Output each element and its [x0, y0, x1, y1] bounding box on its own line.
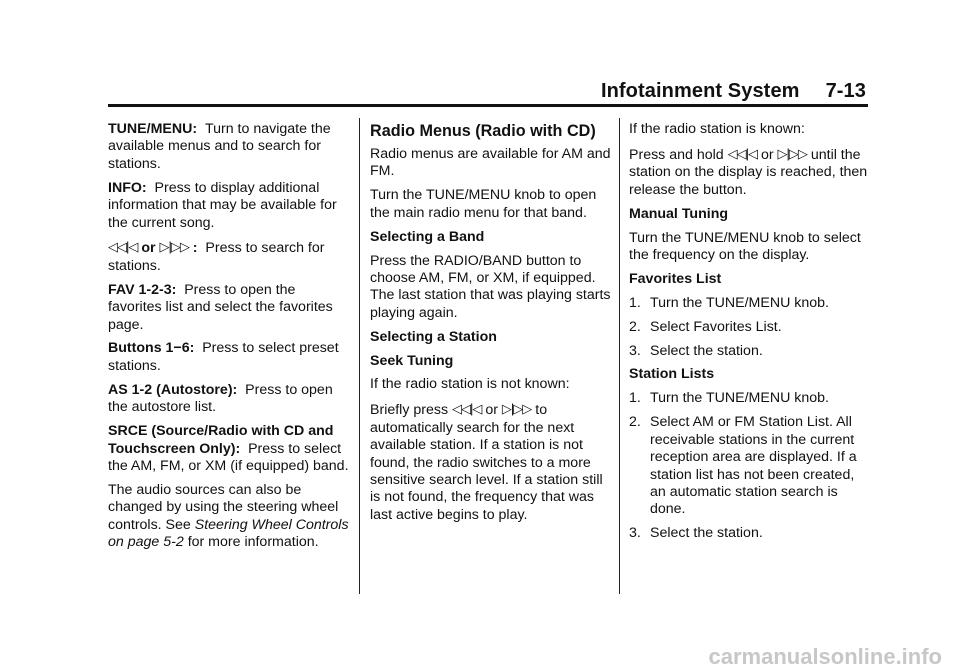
list-item: 2. Select Favorites List. [629, 318, 782, 335]
seek-back-icon: ◁◁|◁ [108, 239, 138, 255]
paragraph: Press the RADIO/BAND button to choose AM, FM, or XM, if equipped. The last station that was playing starts playing again. [370, 252, 611, 321]
term-label: Buttons 1−6: [108, 340, 195, 357]
paragraph: If the radio station is known: [629, 121, 805, 137]
seek-paragraph: ◁◁|◁ or ▷|▷▷ : Press to search for stations. [108, 239, 325, 274]
list-item: 2. Select AM or FM Station List. All receivable stations in the current reception area are displayed. If a station list has not been created, an automatic station search is done. [629, 414, 857, 518]
paragraph: Turn the TUNE/MENU knob to open the main radio menu for that band. [370, 187, 597, 221]
term-label: INFO: [108, 179, 147, 196]
watermark: carmanualsonline.info [708, 644, 942, 669]
column-2 [370, 121, 612, 531]
paragraph: Press and hold ◁◁|◁ or ▷|▷▷ until the station on the display is reached, then release the button. [629, 145, 868, 198]
term-label: AS 1-2 (Autostore): [108, 381, 238, 398]
page-number: 7-13 [825, 80, 866, 102]
section-title: Infotainment System [600, 80, 800, 102]
section-heading: Radio Menus (Radio with CD) [370, 122, 596, 140]
column-divider [359, 118, 360, 594]
paragraph: Briefly press ◁◁|◁ or ▷|▷▷ to automatically search for the next available station. If a station is not found, the radio switches to a more sensitive search level. If a station still is not found, the frequency that was last active begins to play. [370, 401, 603, 523]
term-label: FAV 1-2-3: [108, 281, 177, 298]
station-lists-steps-list [629, 390, 871, 542]
page-header [601, 80, 866, 103]
subheading: Station Lists [629, 366, 715, 383]
cross-reference-link[interactable]: Steering Wheel Controls on page 5-2 [108, 516, 349, 551]
list-item: 1. Turn the TUNE/MENU knob. [629, 294, 829, 311]
column-divider [619, 118, 620, 594]
list-item: 3. Select the station. [629, 342, 763, 359]
paragraph: Turn the TUNE/MENU knob to select the frequency on the display. [629, 229, 861, 263]
seek-back-icon: ◁◁|◁ [452, 401, 482, 417]
term-label: SRCE (Source/Radio with CD and Touchscreen Only): [108, 423, 334, 457]
srce-paragraph: SRCE (Source/Radio with CD and Touchscreen Only): Press to select the AM, FM, or XM (if equipped) band. [108, 423, 349, 474]
paragraph: If the radio station is not known: [370, 376, 570, 393]
subheading: Selecting a Band [370, 228, 485, 245]
seek-back-icon: ◁◁|◁ [727, 145, 757, 161]
seek-forward-icon: ▷|▷▷ [777, 145, 807, 161]
buttons-paragraph: Buttons 1−6: Press to select preset stations. [108, 340, 339, 374]
info-paragraph: INFO: Press to display additional information that may be available for the current song. [108, 179, 337, 231]
seek-forward-icon: ▷|▷▷ [159, 239, 189, 255]
autostore-paragraph: AS 1-2 (Autostore): Press to open the autostore list. [108, 381, 333, 416]
subheading: Favorites List [629, 270, 722, 287]
subheading: Seek Tuning [370, 352, 454, 369]
favorites-steps-list [629, 295, 871, 360]
subheading: Manual Tuning [629, 205, 729, 222]
fav-paragraph: FAV 1-2-3: Press to open the favorites list and select the favorites page. [108, 281, 333, 333]
header-rule [108, 104, 868, 107]
column-1 [108, 121, 350, 558]
seek-forward-icon: ▷|▷▷ [501, 401, 532, 417]
paragraph: Radio menus are available for AM and FM. [370, 146, 611, 180]
tune-menu-paragraph: TUNE/MENU: Turn to navigate the available menus and to search for stations. [108, 121, 331, 172]
audio-sources-paragraph: The audio sources can also be changed by using the steering wheel controls. See Steering Wheel Controls on page 5-2 for more information. [108, 481, 349, 551]
list-item: 1. Turn the TUNE/MENU knob. [629, 390, 829, 407]
subheading: Selecting a Station [370, 328, 497, 345]
list-item: 3. Select the station. [629, 525, 763, 542]
term-label: TUNE/MENU: [108, 121, 198, 137]
column-3 [629, 121, 871, 549]
